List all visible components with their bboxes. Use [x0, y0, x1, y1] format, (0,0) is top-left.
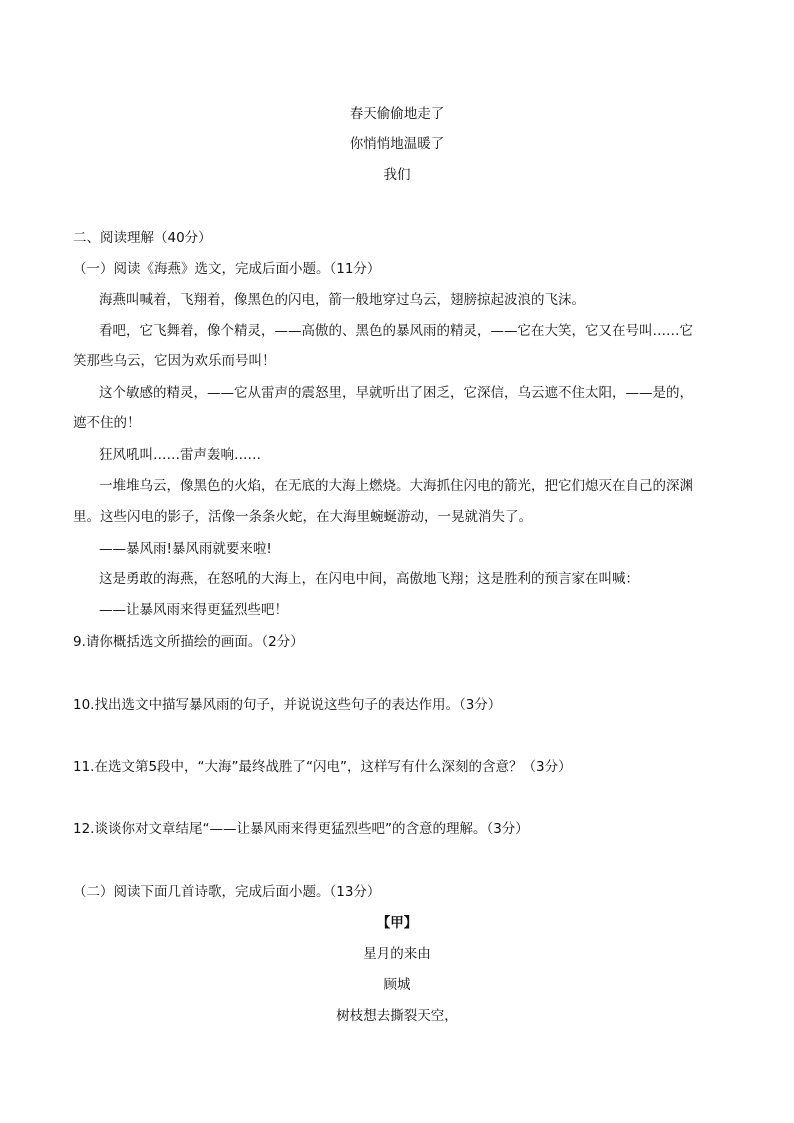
paragraph-line: 笑那些乌云，它因为欢乐而号叫！	[73, 353, 276, 369]
poem-line: 树枝想去撕裂天空，	[336, 1008, 458, 1024]
part-intro: （一）阅读《海燕》选文，完成后面小题。（11分）	[73, 261, 381, 277]
poem-marker: 【甲】	[376, 915, 418, 931]
paragraph-line: ——暴风雨!暴风雨就要来啦!	[99, 541, 272, 557]
question-11: 11.在选文第5段中，“大海”最终战胜了“闪电”，这样写有什么深刻的含意？（3分）	[73, 759, 572, 775]
paragraph-line: 里。这些闪电的影子，活像一条条火蛇，在大海里蜿蜒游动，一晃就消失了。	[73, 509, 532, 525]
paragraph-line: 这是勇敢的海燕，在怒吼的大海上，在闪电中间，高傲地飞翔；这是胜利的预言家在叫喊：	[99, 571, 639, 587]
question-9: 9.请你概括选文所描绘的画面。（2分）	[73, 634, 304, 650]
poem-author: 顾城	[383, 977, 411, 993]
paragraph-line: 一堆堆乌云，像黑色的火焰，在无底的大海上燃烧。大海抓住闪电的箭光，把它们熄灭在自己的深渊	[99, 478, 693, 494]
poem-line: 我们	[383, 167, 411, 183]
paragraph-line: 狂风吼叫……雷声轰响……	[99, 447, 261, 463]
question-12: 12.谈谈你对文章结尾“——让暴风雨来得更猛烈些吧”的含意的理解。（3分）	[73, 821, 529, 837]
part-intro: （二）阅读下面几首诗歌，完成后面小题。（13分）	[73, 884, 381, 900]
question-10: 10.找出选文中描写暴风雨的句子，并说说这些句子的表达作用。（3分）	[73, 697, 502, 713]
paragraph-line: ——让暴风雨来得更猛烈些吧！	[99, 602, 288, 618]
paragraph-line: 遮不住的！	[73, 415, 141, 431]
paragraph-line: 海燕叫喊着，飞翔着，像黑色的闪电，箭一般地穿过乌云，翅膀掠起波浪的飞沫。	[99, 292, 585, 308]
poem-line: 春天偷偷地走了	[349, 106, 445, 122]
paragraph-line: 看吧，它飞舞着，像个精灵，——高傲的、黑色的暴风雨的精灵，——它在大笑，它又在号叫……它	[99, 323, 693, 339]
poem-line: 你悄悄地温暖了	[349, 136, 445, 152]
paragraph-line: 这个敏感的精灵，——它从雷声的震怒里，早就听出了困乏，它深信，乌云遮不住太阳，——是的，	[99, 385, 693, 401]
section-heading: 二、阅读理解（40分）	[73, 230, 212, 246]
poem-title: 星月的来由	[363, 946, 431, 962]
